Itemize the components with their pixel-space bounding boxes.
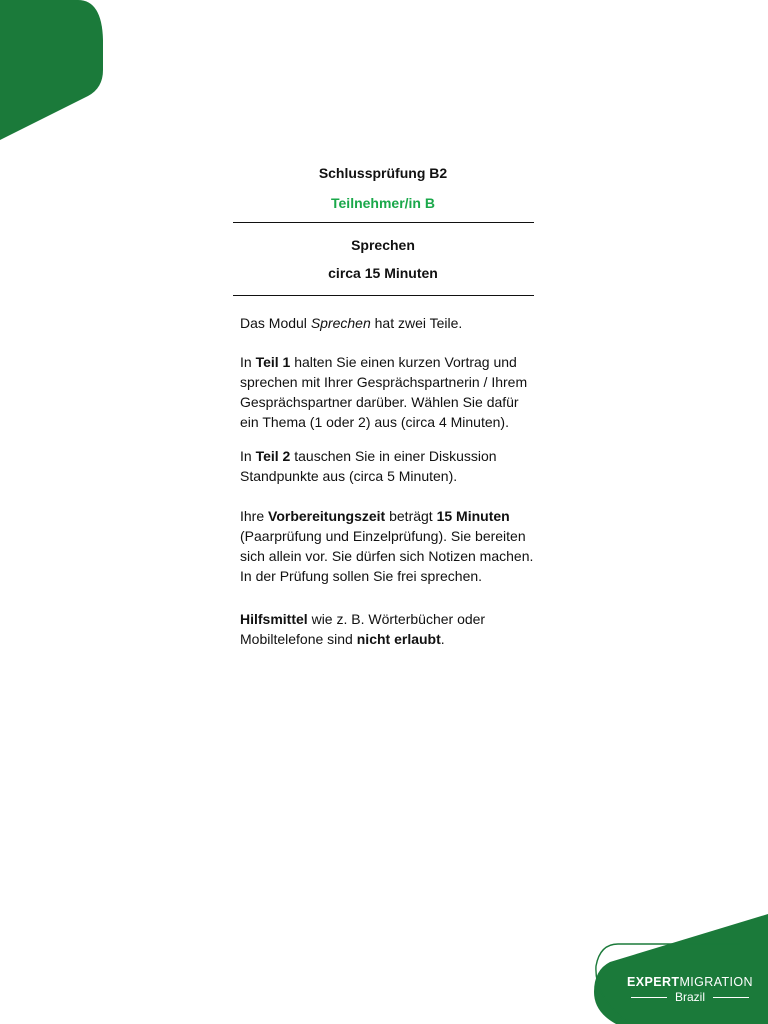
module-name: Sprechen — [351, 237, 415, 253]
logo-word-bold: EXPERT — [627, 975, 680, 989]
logo-sub: Brazil — [674, 990, 705, 1004]
exam-title: Schlussprüfung B2 — [318, 165, 448, 181]
intro-paragraph: Das Modul Sprechen hat zwei Teile. — [240, 315, 463, 331]
divider-bottom — [233, 295, 534, 296]
preparation-paragraph: Ihre Vorbereitungszeit beträgt 15 Minuten (Paarprüfung und Einzelprüfung). Sie bereiten sich allein vor. Sie dürfen sich Notizen machen. In der Prüfung sollen Sie frei sprechen. — [240, 508, 534, 584]
divider-top — [233, 222, 534, 223]
teil2-paragraph: In Teil 2 tauschen Sie in einer Diskussion Standpunkte aus (circa 5 Minuten). — [240, 448, 497, 484]
aids-paragraph: Hilfsmittel wie z. B. Wörterbücher oder Mobiltelefone sind nicht erlaubt. — [240, 611, 486, 647]
teil1-paragraph: In Teil 1 halten Sie einen kurzen Vortrag und sprechen mit Ihrer Gesprächspartnerin / Ihrem Gesprächspartner darüber. Wählen Sie dafür ein Thema (1 oder 2) aus (circa 4 Minuten). — [240, 354, 528, 430]
module-duration: circa 15 Minuten — [328, 265, 438, 281]
expert-migration-logo — [620, 974, 760, 1004]
logo-word-light: MIGRATION — [679, 975, 753, 989]
logo-dash-left — [631, 997, 667, 998]
participant-label: Teilnehmer/in B — [331, 195, 435, 211]
instructions — [240, 313, 536, 649]
exam-header — [233, 162, 533, 214]
logo-dash-right — [713, 997, 749, 998]
module-header — [233, 234, 533, 284]
